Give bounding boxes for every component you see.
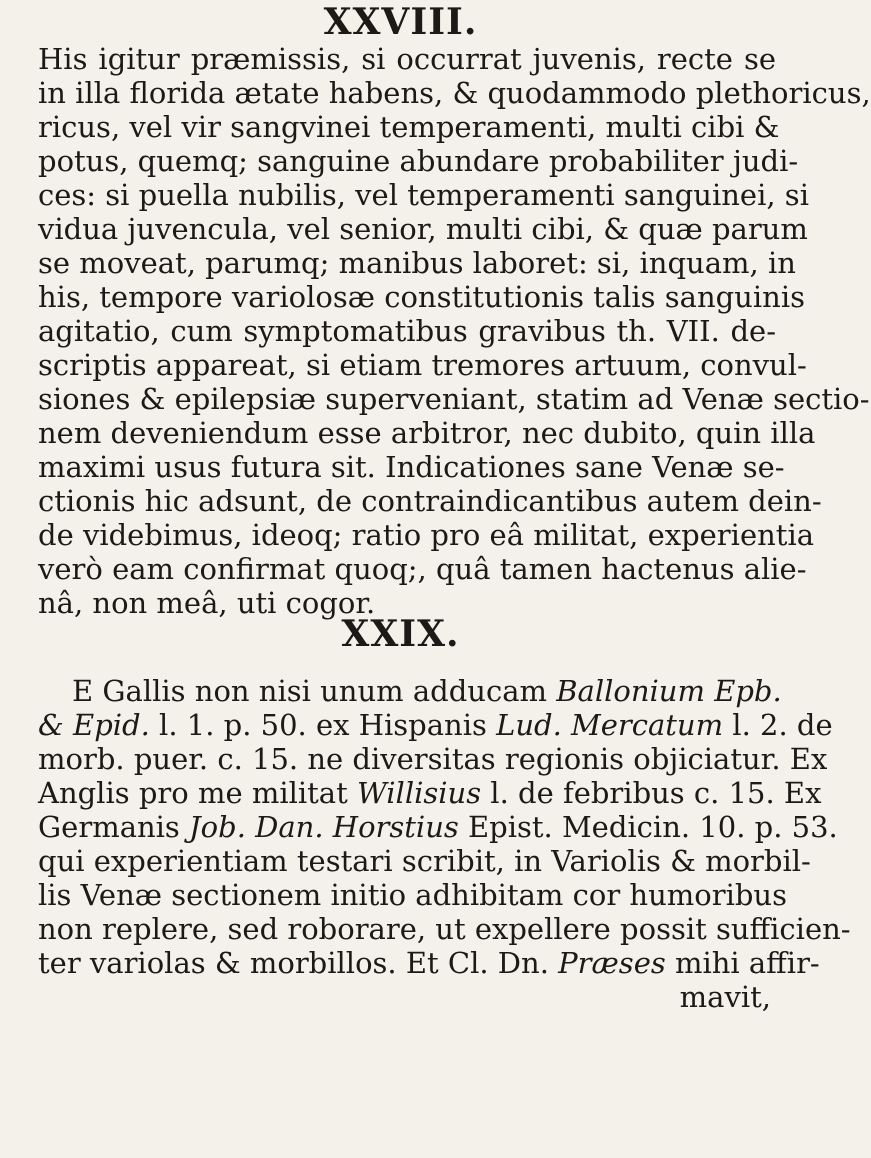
- text-line: ctionis hic adsunt, de contraindicantibus autem dein-: [38, 484, 822, 518]
- text-run: E Gallis non nisi unum adducam: [72, 674, 557, 708]
- text-line: siones & epilepsiæ superveniant, statim ad Venæ sectio-: [38, 382, 870, 416]
- author-name: Lud. Mercatum: [496, 708, 724, 742]
- work-abbrev: & Epid.: [38, 708, 150, 742]
- text-line: se moveat, parumq; manibus laboret: si, inquam, in: [38, 246, 796, 280]
- text-line: agitatio, cum symptomatibus gravibus th. VII. de-: [38, 314, 776, 348]
- text-line: his, tempore variolosæ constitutionis talis sanguinis: [38, 280, 805, 314]
- section-heading-29: XXIX.: [341, 613, 460, 655]
- text-run: ter variolas & morbillos. Et Cl. Dn.: [38, 946, 559, 980]
- text-line: ricus, vel vir sangvinei temperamenti, multi cibi &: [38, 110, 780, 144]
- text-line: qui experientiam testari scribit, in Variolis & morbil-: [38, 844, 811, 878]
- author-name: Ballonium Epb.: [556, 674, 782, 708]
- text-line: morb. puer. c. 15. ne diversitas regionis objiciatur. Ex: [38, 742, 828, 776]
- text-run: l. 1. p. 50. ex Hispanis: [149, 708, 497, 742]
- text-run: Epist. Medicin. 10. p. 53.: [458, 810, 838, 844]
- text-line: [38, 810, 838, 844]
- text-line: lis Venæ sectionem initio adhibitam cor humoribus: [38, 878, 787, 912]
- text-run: l. de febribus c. 15. Ex: [481, 776, 822, 810]
- text-run: l. 2. de: [723, 708, 833, 742]
- text-line: non replere, sed roborare, ut expellere possit sufficien-: [38, 912, 851, 946]
- text-line: potus, quemq; sanguine abundare probabiliter judi-: [38, 144, 799, 178]
- author-name: Willisius: [356, 776, 482, 810]
- text-line: [38, 776, 822, 810]
- text-line: nâ, non meâ, uti cogor.: [38, 586, 376, 620]
- text-line: [72, 674, 782, 708]
- text-line: nem deveniendum esse arbitror, nec dubito, quin illa: [38, 416, 816, 450]
- text-run: mihi affir-: [665, 946, 820, 980]
- text-line: in illa florida ætate habens, & quodammodo plethoricus,: [38, 76, 871, 110]
- text-line: maximi usus futura sit. Indicationes sane Venæ se-: [38, 450, 785, 484]
- author-name: Præses: [558, 946, 666, 980]
- text-line: [38, 708, 833, 742]
- section-heading-28: XXVIII.: [323, 1, 478, 43]
- text-line: ces: si puella nubilis, vel temperamenti sanguinei, si: [38, 178, 809, 212]
- catchword: mavit,: [679, 980, 771, 1014]
- text-line: vidua juvencula, vel senior, multi cibi, & quæ parum: [38, 212, 808, 246]
- text-line: de videbimus, ideoq; ratio pro eâ militat, experientia: [38, 518, 815, 552]
- text-line: His igitur præmissis, si occurrat juvenis, recte se: [38, 42, 776, 76]
- text-line: scriptis appareat, si etiam tremores artuum, convul-: [38, 348, 807, 382]
- author-name: Job. Dan. Horstius: [189, 810, 459, 844]
- text-run: Anglis pro me militat: [38, 776, 357, 810]
- text-line: [38, 946, 820, 980]
- text-line: verò eam confirmat quoq;, quâ tamen hactenus alie-: [38, 552, 807, 586]
- text-run: Germanis: [38, 810, 190, 844]
